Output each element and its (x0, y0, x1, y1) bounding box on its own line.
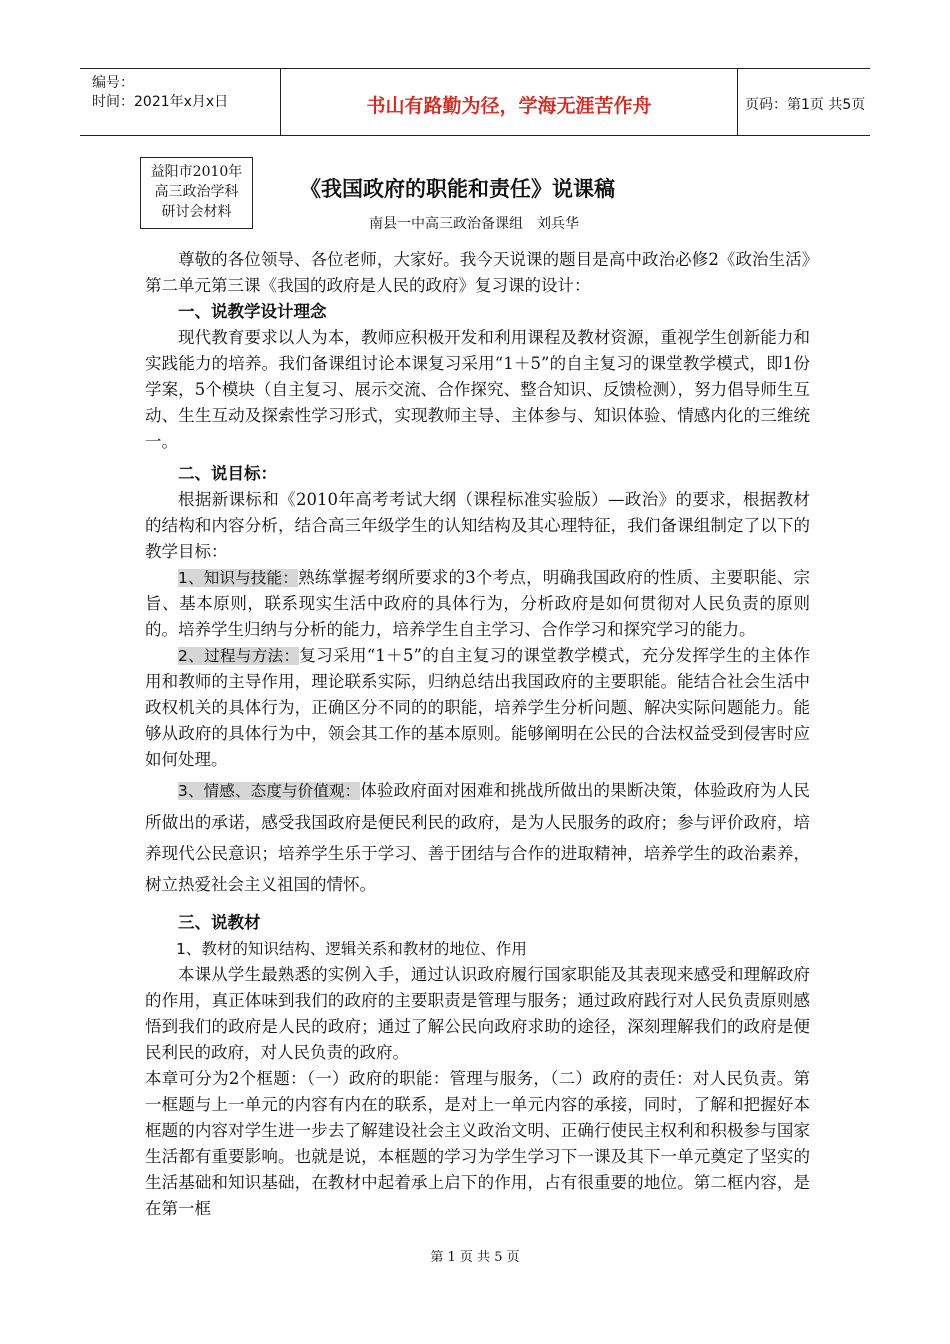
section-heading: 一、说教学设计理念 (178, 302, 327, 321)
goal-label: 3、情感、态度与价值观： (178, 782, 361, 800)
document-author: 南县一中高三政治备课组 刘兵华 (369, 216, 579, 232)
goal-text: 体验政府面对困难和挑战所做出的果断决策，体验政府为人民所做出的承诺，感受我国政府是便民利民的政府，是为人民服务的政府；参与评价政府，培养现代公民意识；培养学生乐于学习、善于团结与合作的进取精神，培养学生的政治素养，树立热爱社会主义祖国的情怀。 (145, 781, 810, 894)
body-paragraph: 本课从学生最熟悉的实例入手，通过认识政府履行国家职能及其表现来感受和理解政府的作用，真正体味到我们的政府的主要职责是管理与服务；通过政府践行对人民负责原则感悟到我们的政府是人民的政府；通过了解公民向政府求助的途径，深刻理解我们的政府是便民利民的政府，对人民负责的政府。 (145, 965, 810, 1062)
page-footer: 第 1 页 共 5 页 (430, 1250, 520, 1265)
intro-paragraph: 尊敬的各位领导、各位老师，大家好。我今天说课的题目是高中政治必修2《政治生活》第二单元第三课《我国的政府是人民的政府》复习课的设计： (145, 250, 810, 295)
goal-text: 复习采用“1＋5”的自主复习的课堂教学模式，充分发挥学生的主体作用和教师的主导作用，理论联系实际，归纳总结出我国政府的主要职能。能结合社会生活中政权机关的具体行为，正确区分不同的的职能，培养学生分析问题、解决实际问题能力。能够从政府的具体行为中，领会其工作的基本原则。能够阐明在公民的合法权益受到侵害时应如何处理。 (145, 646, 810, 769)
header-motto-cell (280, 69, 738, 135)
header-left-cell (80, 69, 280, 135)
goal-paragraph (145, 643, 810, 773)
goal-label: 1、知识与技能： (178, 569, 299, 587)
box-line: 高三政治学科 (154, 184, 239, 200)
goal-label: 2、过程与方法： (178, 647, 300, 665)
document-title: 《我国政府的职能和责任》说课稿 (300, 176, 615, 201)
body-paragraph: 本章可分为2个框题：（一）政府的职能：管理与服务，（二）政府的责任：对人民负责。第一框题与上一单元的内容有内在的联系，是对上一单元内容的承接，同时，了解和把握好本框题的内容对学生进一步去了解建设社会主义政治文明、正确行使民主权利和积极参与国家生活都有重要影响。也就是说，本框题的学习为学生学习下一课及其下一单元奠定了坚实的生活基础和知识基础，在教材中起着承上启下的作用，占有很重要的地位。第二框内容，是在第一框 (145, 1069, 810, 1218)
box-line: 益阳市2010年 (150, 164, 243, 180)
document-body (145, 247, 810, 1222)
box-line: 研讨会材料 (161, 204, 232, 220)
header-page-cell (737, 69, 870, 135)
document-time-label: 时间：2021年x月x日 (92, 94, 229, 110)
goal-paragraph (145, 565, 810, 643)
section-heading: 三、说教材 (178, 913, 261, 932)
meeting-material-box (140, 157, 253, 229)
goal-text: 熟练掌握考纲所要求的3个考点，明确我国政府的性质、主要职能、宗旨、基本原则，联系现实生活中政府的具体行为，分析政府是如何贯彻对人民负责的原则的。培养学生归纳与分析的能力，培养学生自主学习、合作学习和探究学习的能力。 (145, 568, 810, 639)
header-page-info: 页码：第1页 共5页 (745, 97, 866, 113)
header-table (80, 68, 870, 136)
body-paragraph: 现代教育要求以人为本，教师应积极开发和利用课程及教材资源，重视学生创新能力和实践能力的培养。我们备课组讨论本课复习采用“1＋5”的自主复习的课堂教学模式，即1份学案，5个模块（自主复习、展示交流、合作探究、整合知识、反馈检测），努力倡导师生互动、生生互动及探索性学习形式，实现教师主导、主体参与、知识体验、情感内化的三维统一。 (145, 328, 810, 451)
section-heading: 二、说目标： (178, 464, 277, 483)
goal-paragraph (145, 775, 810, 900)
subsection-heading: 1、教材的知识结构、逻辑关系和教材的地位、作用 (176, 940, 527, 958)
body-paragraph: 根据新课标和《2010年高考考试大纲（课程标准实验版）—政治》的要求，根据教材的结构和内容分析，结合高三年级学生的认知结构及其心理特征，我们备课组制定了以下的教学目标： (145, 490, 810, 561)
document-number-label: 编号： (92, 75, 134, 91)
header-motto: 书山有路勤为径，学海无涯苦作舟 (366, 95, 652, 117)
